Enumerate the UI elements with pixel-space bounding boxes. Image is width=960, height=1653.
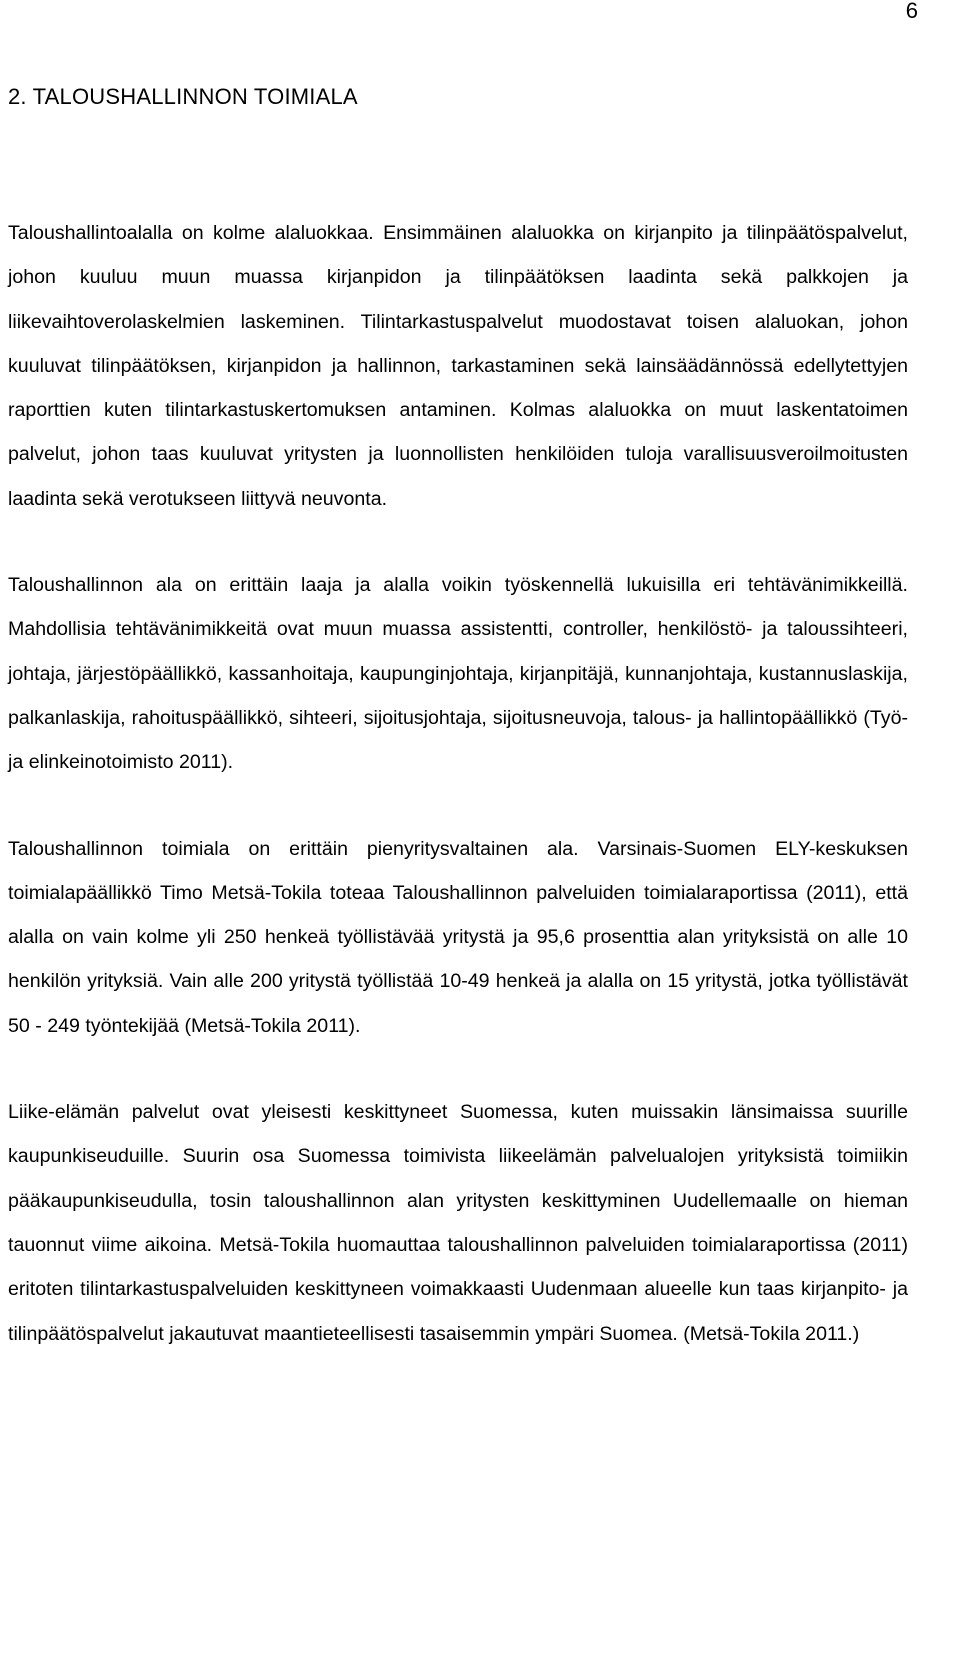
body-text — [8, 211, 908, 1398]
paragraph-regional-concentration: Liike-elämän palvelut ovat yleisesti keskittyneet Suomessa, kuten muissakin länsimaissa suurille kaupunkiseuduille. Suurin osa Suomessa toimivista liikeelämän palvelualojen yrityksistä toimiikin pääkaupunkiseudulla, tosin taloushallinnon alan yritysten keskittyminen Uudellemaalle on hieman tauonnut viime aikoina. Metsä-Tokila huomauttaa taloushallinnon palveluiden toimialaraportissa (2011) eritoten tilintarkastuspalveluiden keskittyneen voimakkaasti Uudenmaan alueelle kun taas kirjanpito- ja tilinpäätöspalvelut jakautuvat maantieteellisesti tasaisemmin ympäri Suomea. (Metsä-Tokila 2011.) — [8, 1101, 908, 1345]
paragraph-job-titles: Taloushallinnon ala on erittäin laaja ja alalla voikin työskennellä lukuisilla eri tehtävänimikkeillä. Mahdollisia tehtävänimikkeitä ovat muun muassa assistentti, controller, henkilöstö- ja taloussihteeri, johtaja, järjestöpäällikkö, kassanhoitaja, kaupunginjohtaja, kirjanpitäjä, kunnanjohtaja, kustannuslaskija, palkanlaskija, rahoituspäällikkö, sihteeri, sijoitusjohtaja, sijoitusneuvoja, talous- ja hallintopäällikkö (Työ- ja elinkeinotoimisto 2011). — [8, 574, 908, 774]
section-heading: 2. TALOUSHALLINNON TOIMIALA — [8, 84, 358, 109]
paragraph-company-sizes: Taloushallinnon toimiala on erittäin pienyritysvaltainen ala. Varsinais-Suomen ELY-keskuksen toimialapäällikkö Timo Metsä-Tokila toteaa Taloushallinnon palveluiden toimialaraportissa (2011), että alalla on vain kolme yli 250 henkeä työllistävää yritystä ja 95,6 prosenttia alan yrityksistä on alle 10 henkilön yrityksiä. Vain alle 200 yritystä työllistää 10-49 henkeä ja alalla on 15 yritystä, jotka työllistävät 50 - 249 työntekijää (Metsä-Tokila 2011). — [8, 837, 908, 1037]
page-number: 6 — [905, 0, 918, 23]
paragraph-subcategories: Taloushallintoalalla on kolme alaluokkaa. Ensimmäinen alaluokka on kirjanpito ja tilinpäätöspalvelut, johon kuuluu muun muassa kirjanpidon ja tilinpäätöksen laadinta sekä palkkojen ja liikevaihtoverolaskelmien laskeminen. Tilintarkastuspalvelut muodostavat toisen alaluokan, johon kuuluvat tilinpäätöksen, kirjanpidon ja hallinnon, tarkastaminen sekä lainsäädännössä edellytettyjen raporttien kuten tilintarkastuskertomuksen antaminen. Kolmas alaluokka on muut laskentatoimen palvelut, johon taas kuuluvat yritysten ja luonnollisten henkilöiden tuloja varallisuusveroilmoitusten laadinta sekä verotukseen liittyvä neuvonta. — [8, 222, 908, 510]
